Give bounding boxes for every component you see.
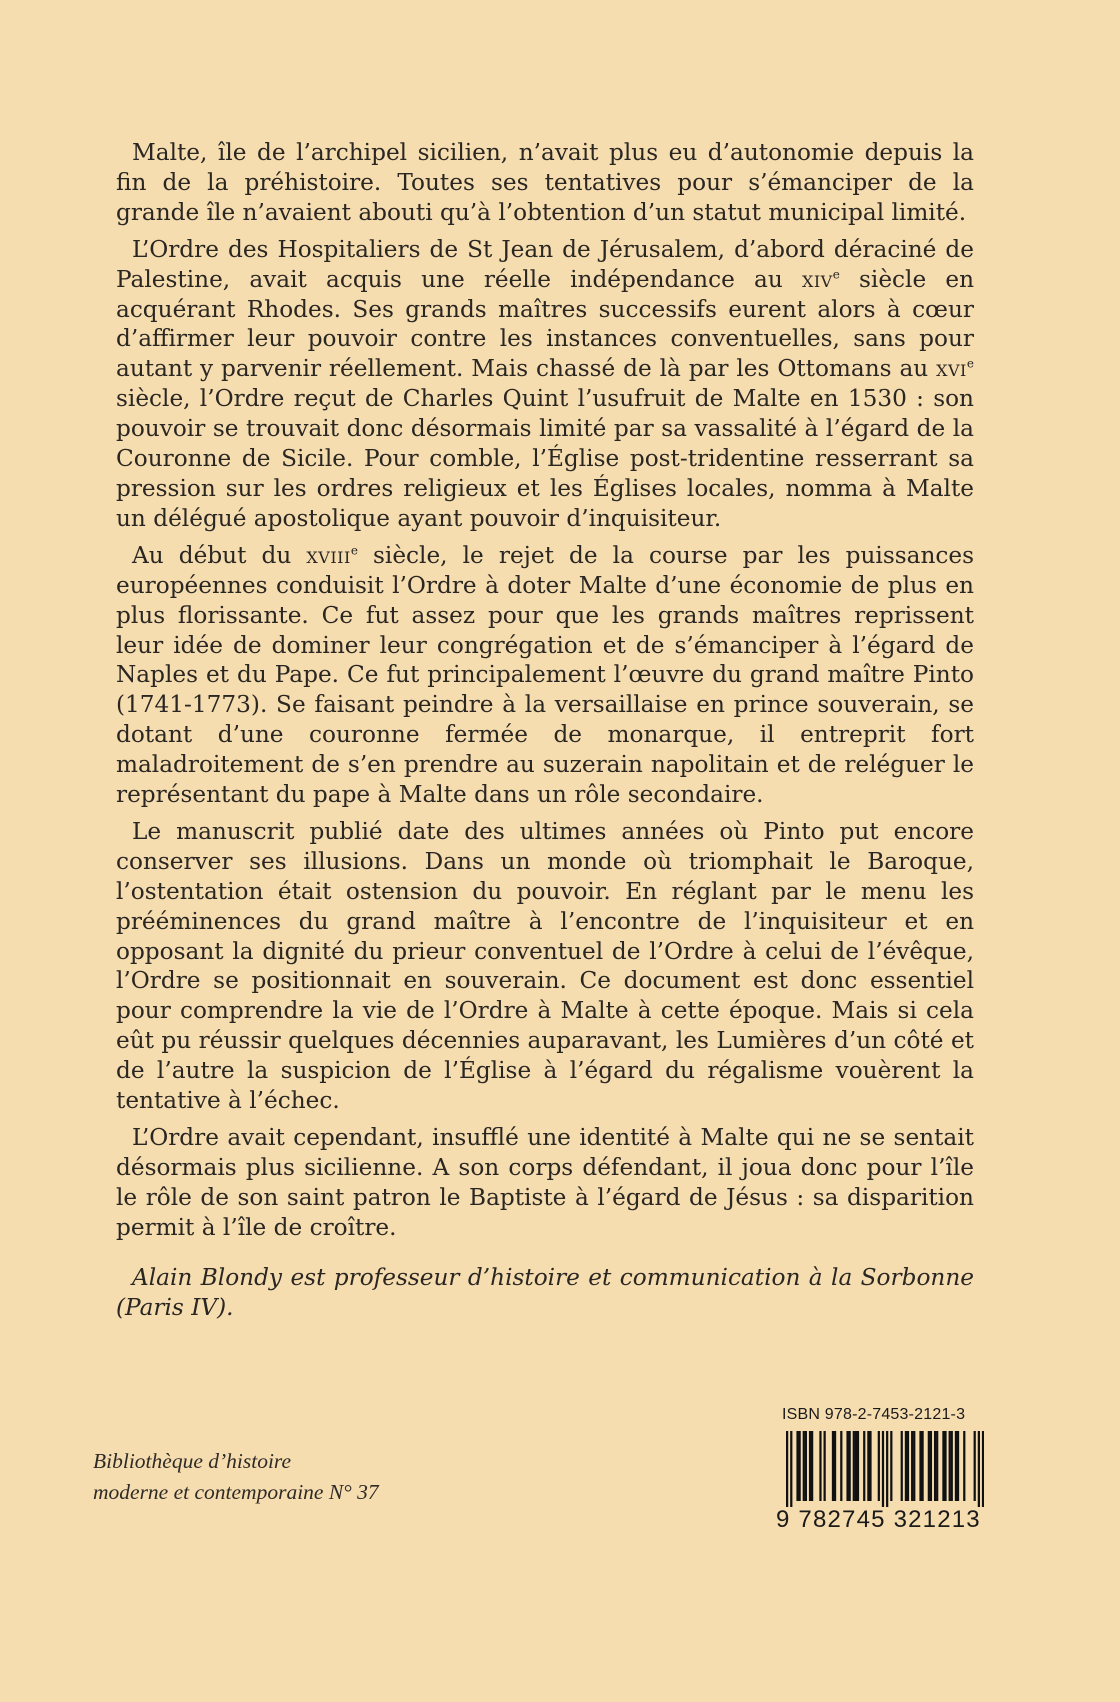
isbn-digits: 9 782745 321213: [776, 1506, 981, 1533]
century-xiv-suffix: e: [832, 266, 840, 281]
barcode-bar: [853, 1431, 855, 1501]
barcode-bar: [951, 1431, 953, 1501]
paragraph-1: Malte, île de l’archipel sicilien, n’avait plus eu d’autonomie depuis la fin de la préhistoire. Toutes ses tentatives pour s’émanciper de la grande île n’avaient abouti qu’à l’obtention d’un statut municipal limité.: [116, 139, 974, 226]
barcode-bar: [886, 1431, 888, 1507]
barcode-bar: [809, 1431, 811, 1501]
barcode-bar: [978, 1431, 980, 1507]
barcode-bar: [905, 1431, 907, 1501]
barcode-bar: [805, 1431, 807, 1501]
barcode-bar: [849, 1431, 851, 1501]
barcode-bar: [913, 1431, 915, 1501]
barcode-bar: [957, 1431, 959, 1501]
barcode-bar: [803, 1431, 805, 1501]
barcode-bar: [819, 1431, 821, 1501]
barcode-bar: [949, 1431, 951, 1501]
barcode-bar: [799, 1431, 801, 1501]
paragraph-2-part-b: siècle en acquérant Rhodes. Ses grands maîtres successifs eurent alors à cœur d’affirmer leur pouvoir contre les instances conventuelles, sans pour autant y parvenir réellement. Mais chassé de là par les Ottomans au: [116, 265, 975, 383]
barcode-bar: [846, 1431, 848, 1501]
barcode-bar: [907, 1431, 909, 1501]
barcode-bar: [790, 1431, 792, 1507]
barcode-bar: [944, 1431, 946, 1501]
barcode-bar: [878, 1431, 880, 1501]
barcode-bar: [936, 1431, 938, 1501]
barcode-bar: [855, 1431, 857, 1501]
barcode-bar: [963, 1431, 965, 1501]
barcode-bar: [974, 1431, 976, 1501]
series-title: [93, 1446, 379, 1508]
series-line-1: Bibliothèque d’histoire: [93, 1449, 292, 1473]
barcode-bar: [890, 1431, 892, 1501]
century-xiv: xiv: [801, 265, 833, 293]
paragraph-4: Le manuscrit publié date des ultimes années où Pinto put encore conserver ses illusions. Dans un monde où triomphait le Baroque, l’ostentation était ostension du pouvoir. En réglant par le menu les prééminences du grand maître à l’encontre de l’inquisiteur et en opposant la dignité du prieur conventuel de l’Ordre à celui de l’évêque, l’Ordre se positionnait en souverain. Ce document est donc essentiel pour comprendre la vie de l’Ordre à Malte à cette époque. Mais si cela eût pu réussir quelques décennies auparavant, les Lumières d’un côté et de l’autre la suspicion de l’Église à l’égard du régalisme vouèrent la tentative à l’échec.: [116, 817, 974, 1115]
paragraph-3-part-b: siècle, le rejet de la course par les puissances européennes conduisit l’Ordre à doter Malte d’une économie de plus en plus florissante. Ce fut assez pour que les grands maîtres reprissent leur idée de dominer leur congrégation et de s’émanciper à l’égard de Naples et du Pape. Ce fut principalement l’œuvre du grand maître Pinto (1741-1773). Se faisant peindre à la versaillaise en prince souverain, se dotant d’une couronne fermée de monarque, il entreprit fort maladroitement de s’en prendre au suzerain napolitain et de reléguer le représentant du pape à Malte dans un rôle secondaire.: [116, 541, 974, 809]
series-line-2: moderne et contemporaine N° 37: [93, 1480, 379, 1504]
barcode-bar: [955, 1431, 957, 1501]
century-xviii: xviii: [306, 541, 351, 569]
century-xvi: xvi: [936, 355, 967, 383]
barcode-bar: [869, 1431, 871, 1501]
isbn-label: ISBN 978-2-7453-2121-3: [782, 1406, 966, 1423]
barcode-bar: [867, 1431, 869, 1501]
barcode-bar: [911, 1431, 913, 1501]
barcode-bar: [928, 1431, 930, 1501]
blurb-text: [116, 138, 974, 1329]
barcode-bar: [934, 1431, 936, 1501]
paragraph-2-part-a: L’Ordre des Hospitaliers de St Jean de Jérusalem, d’abord déraciné de Palestine, avait acquis une réelle indépendance au: [116, 235, 974, 293]
barcode-bar: [921, 1431, 923, 1501]
barcode-bar: [832, 1431, 834, 1501]
barcode-bar: [857, 1431, 859, 1501]
paragraph-5: L’Ordre avait cependant, insufflé une identité à Malte qui ne se sentait désormais plus sicilienne. A son corps défendant, il joua donc pour l’île le rôle de son saint patron le Baptiste à l’égard de Jésus : sa disparition permit à l’île de croître.: [116, 1124, 974, 1241]
barcode-bar: [882, 1431, 884, 1507]
barcode-bar: [811, 1431, 813, 1501]
barcode-image: [786, 1431, 984, 1507]
paragraph-2: [116, 235, 974, 534]
century-xviii-suffix: e: [350, 543, 358, 558]
century-xvi-suffix: e: [966, 356, 974, 371]
barcode-bar: [840, 1431, 842, 1501]
barcode-bar: [824, 1431, 826, 1501]
author-note: Alain Blondy est professeur d’histoire et communication à la Sorbonne (Paris IV).: [116, 1263, 974, 1321]
paragraph-3: [116, 541, 974, 810]
barcode-bar: [796, 1431, 798, 1501]
barcode-bar: [919, 1431, 921, 1501]
isbn-barcode-block: [776, 1406, 994, 1538]
paragraph-3-part-a: Au début du: [132, 541, 292, 569]
barcode-bar: [942, 1431, 944, 1501]
barcode-bar: [863, 1431, 865, 1501]
barcode-bar: [786, 1431, 788, 1507]
barcode-bar: [930, 1431, 932, 1501]
barcode-bar: [834, 1431, 836, 1501]
barcode-bar: [982, 1431, 984, 1507]
barcode-bar: [901, 1431, 903, 1501]
paragraph-2-part-c: siècle, l’Ordre reçut de Charles Quint l’usufruit de Malte en 1530 : son pouvoir se trouvait donc désormais limité par sa vassalité à l’égard de la Couronne de Sicile. Pour comble, l’Église post-tridentine resserrant sa pression sur les ordres religieux et les Églises locales, nomma à Malte un délégué apostolique ayant pouvoir d’inquisiteur.: [116, 385, 974, 532]
